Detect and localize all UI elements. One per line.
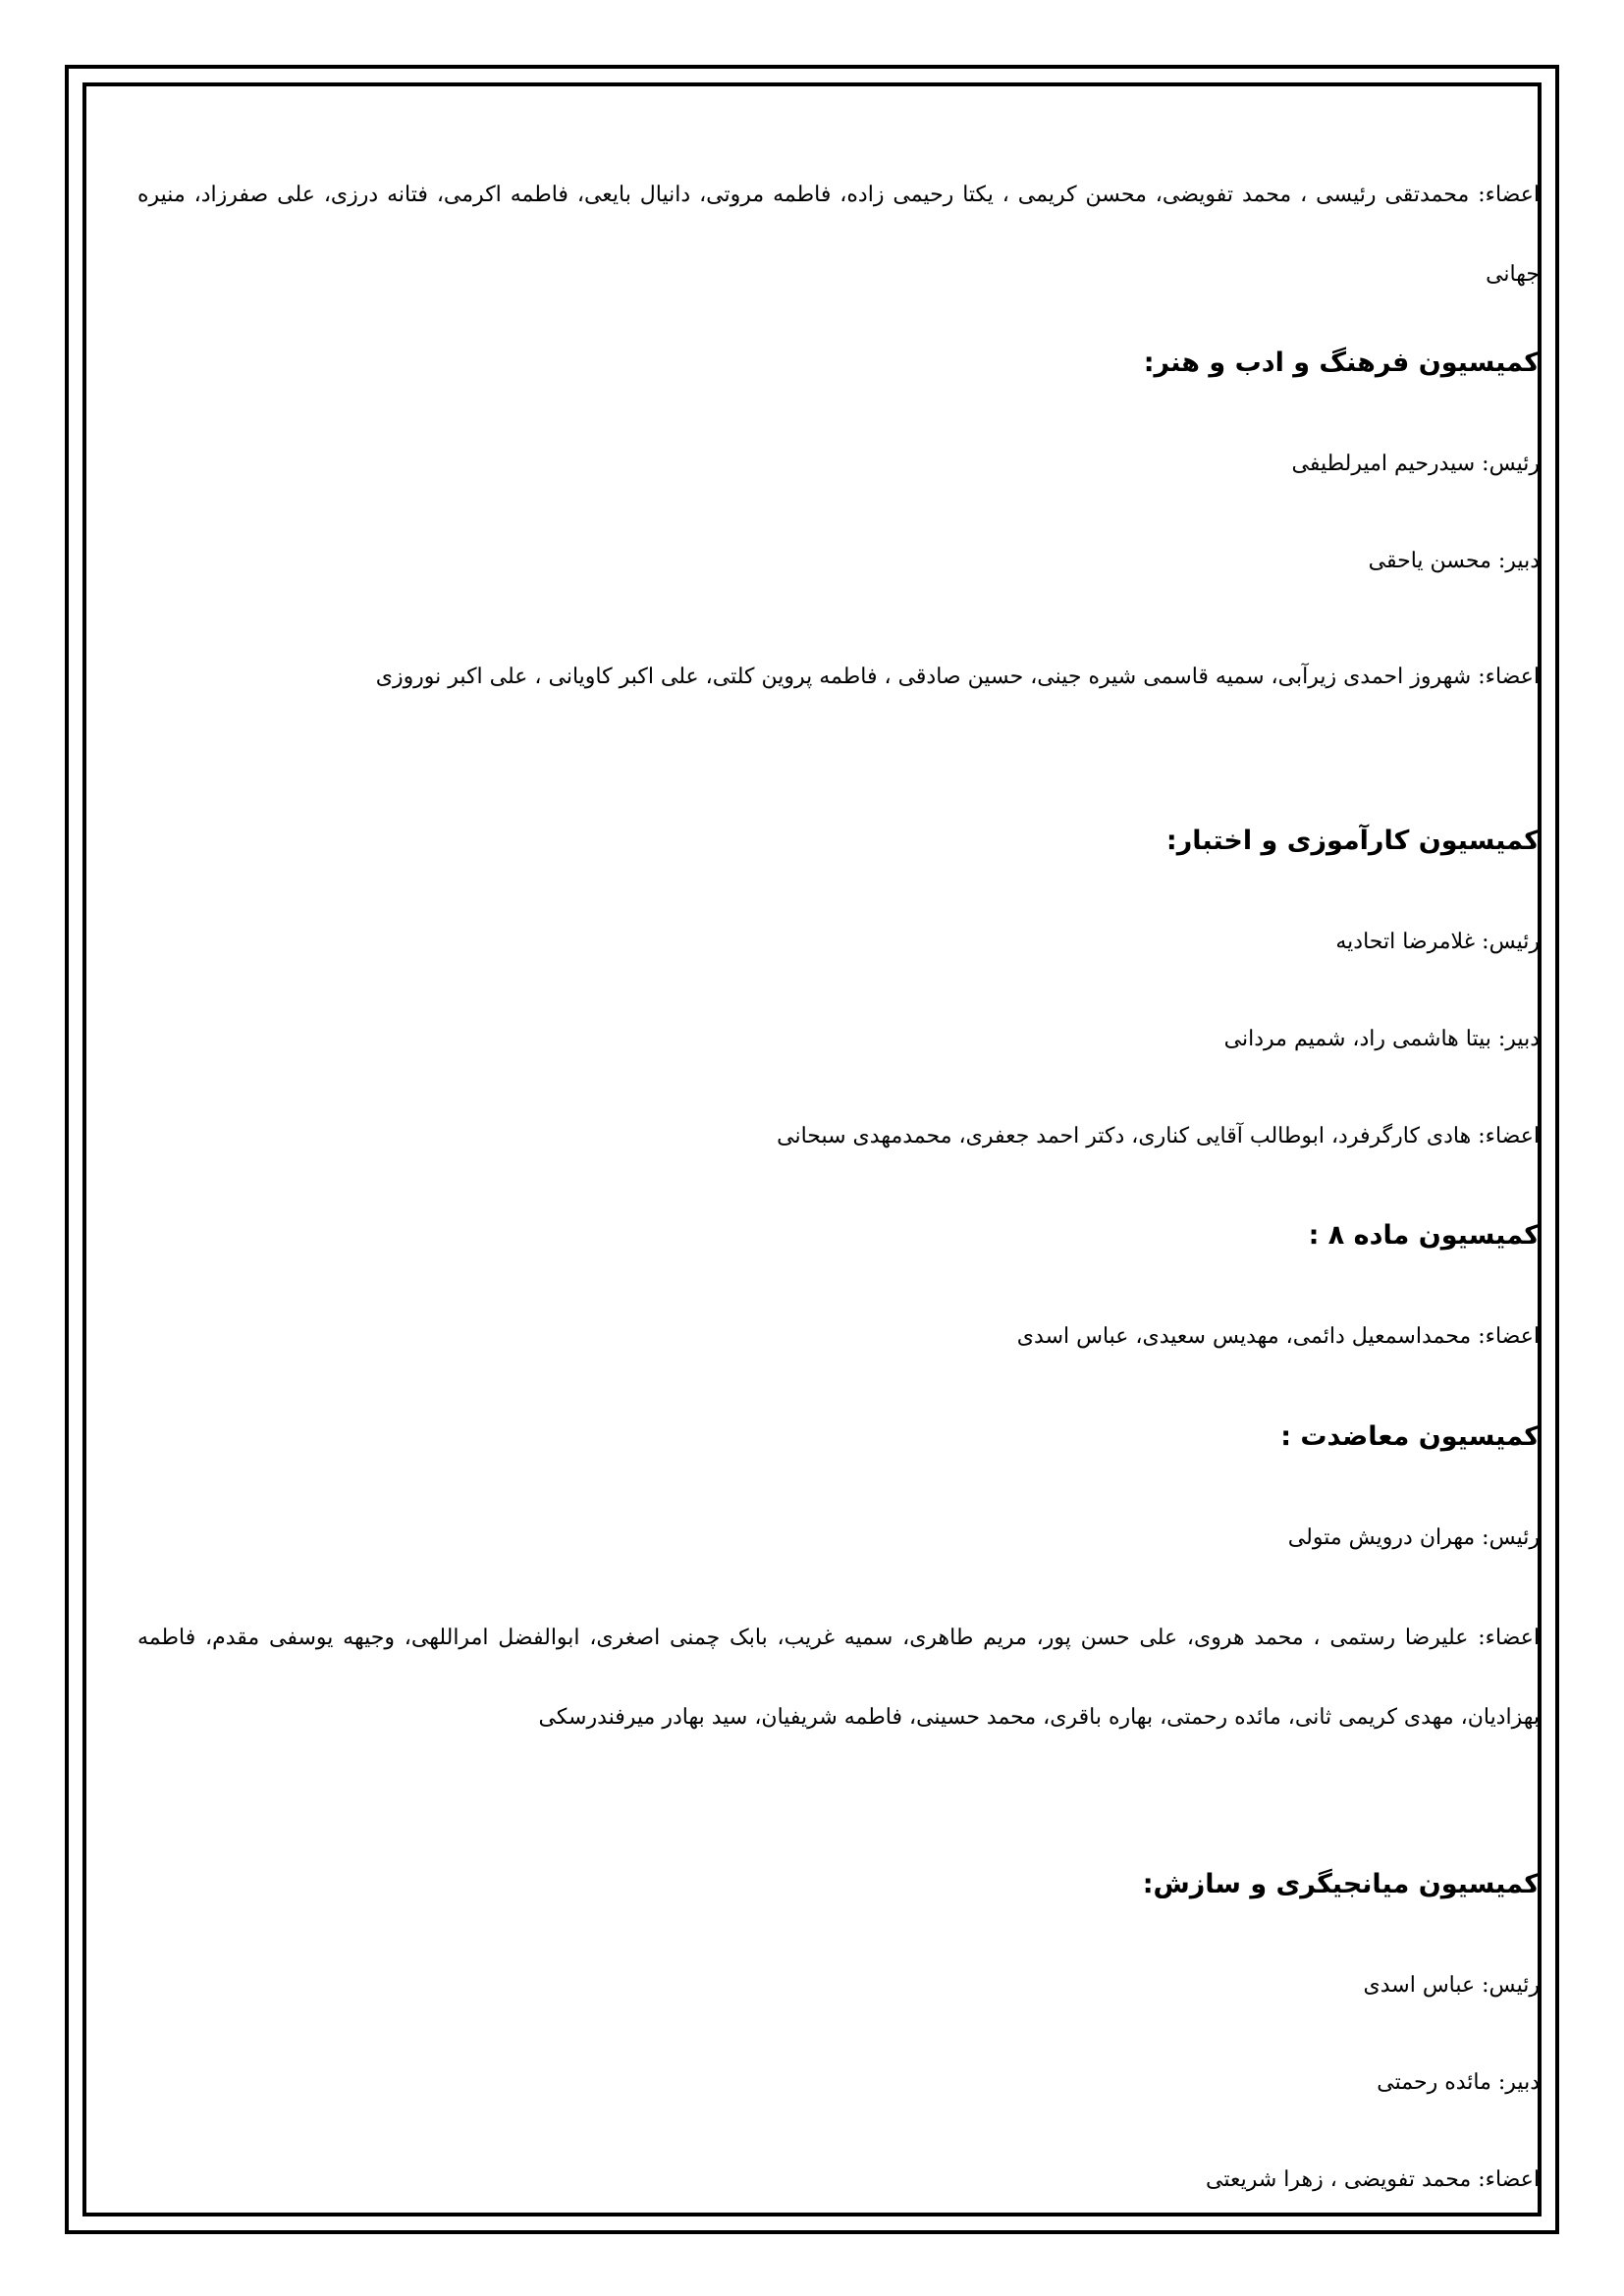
first-members-paragraph: اعضاء: محمدتقی رئیسی ، محمد تفویضی، محسن کریمی ، یکتا رحیمی زاده، فاطمه مروتی، دانیال بایعی، فاطمه اکرمی، فتانه درزی، علی صفرزاد، منیره جهانی	[137, 183, 1540, 287]
section-title: کمیسیون فرهنگ و ادب و هنر:	[1143, 347, 1540, 378]
section-title: کمیسیون کارآموزی و اختبار:	[1165, 826, 1540, 856]
section-members: اعضاء: هادی کارگرفرد، ابوطالب آقایی کناری، دکتر احمد جعفری، محمدمهدی سبحانی	[777, 1124, 1540, 1148]
section-title: کمیسیون معاضدت :	[1280, 1421, 1540, 1452]
section-secretary: دبیر: محسن یاحقی	[1368, 549, 1540, 573]
section-title: کمیسیون میانجیگری و سازش:	[1142, 1869, 1540, 1899]
section-members: اعضاء: محمداسمعیل دائمی، مهدیس سعیدی، عباس اسدی	[1016, 1324, 1540, 1349]
section-title: کمیسیون ماده ۸ :	[1308, 1220, 1540, 1251]
section-chair: رئیس: مهران درویش متولی	[1287, 1525, 1540, 1550]
section-members: اعضاء: شهروز احمدی زیرآبی، سمیه قاسمی شیره جینی، حسین صادقی ، فاطمه پروین کلتی، علی اکبر کاویانی ، علی اکبر نوروزی	[375, 665, 1540, 689]
section-secretary: دبیر: بیتا هاشمی راد، شمیم مردانی	[1223, 1027, 1540, 1051]
section-members: اعضاء: علیرضا رستمی ، محمد هروی، علی حسن پور، مریم طاهری، سمیه غریب، بابک چمنی اصغری، ابوالفضل امراللهی، وجیهه یوسفی مقدم، فاطمه بهزادیان، مهدی کریمی ثانی، مائده رحمتی، بهاره باقری، محمد حسینی، فاطمه شریفیان، سید بهادر میرفندرسکی	[137, 1626, 1540, 1730]
section-chair: رئیس: عباس اسدی	[1363, 1973, 1540, 1998]
section-secretary: دبیر: مائده رحمتی	[1377, 2070, 1540, 2095]
section-chair: رئیس: سیدرحیم امیرلطیفی	[1291, 452, 1540, 476]
section-chair: رئیس: غلامرضا اتحادیه	[1335, 930, 1540, 954]
section-members: اعضاء: محمد تفویضی ، زهرا شریعتی	[1205, 2167, 1540, 2192]
